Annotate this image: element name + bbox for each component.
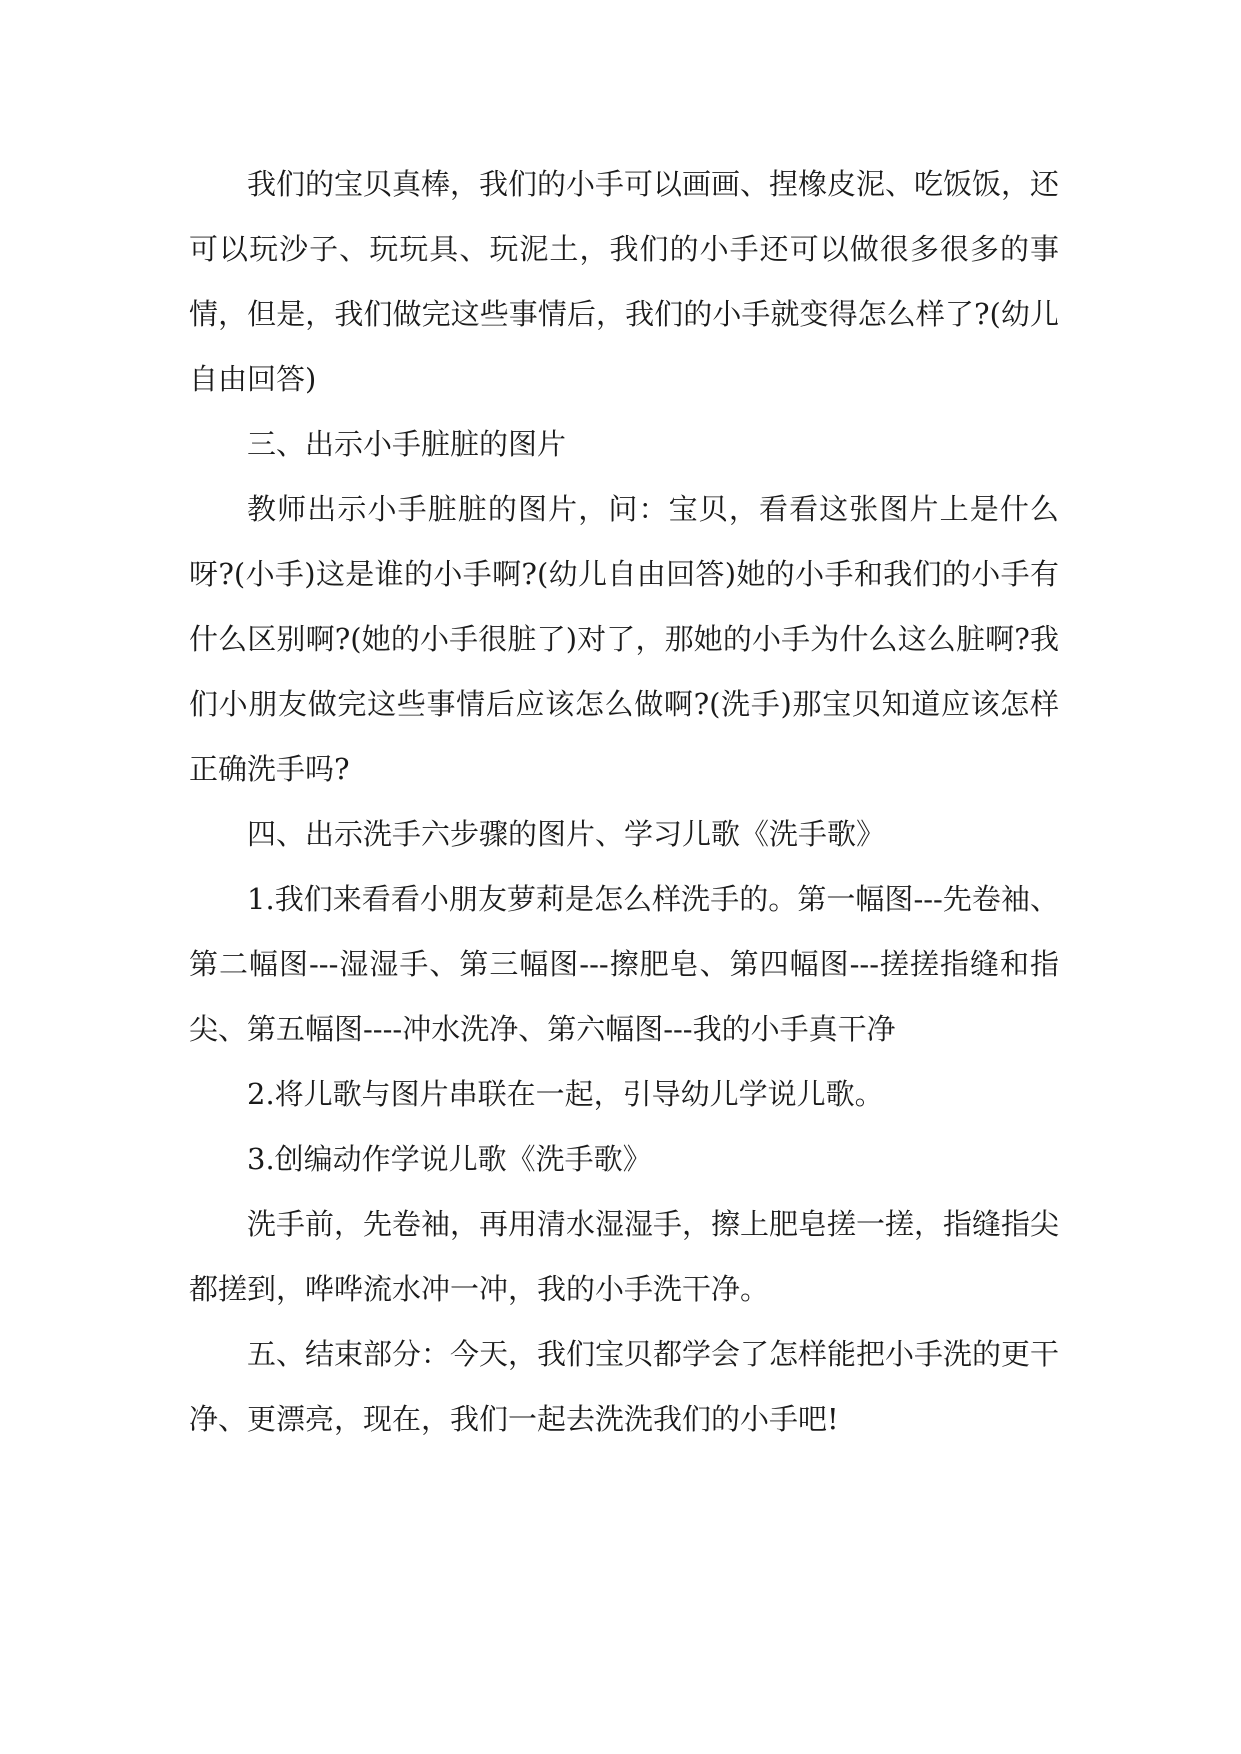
paragraph-intro: 我们的宝贝真棒，我们的小手可以画画、捏橡皮泥、吃饭饭，还可以玩沙子、玩玩具、玩泥土，我们的小手还可以做很多很多的事情，但是，我们做完这些事情后，我们的小手就变得怎么样了?(幼儿自由回答) (189, 167, 1060, 396)
section-heading-3: 三、出示小手脏脏的图片 (247, 427, 567, 461)
list-item-1: 1.我们来看看小朋友萝莉是怎么样洗手的。第一幅图---先卷袖、第二幅图---湿湿手、第三幅图---擦肥皂、第四幅图---搓搓指缝和指尖、第五幅图----冲水洗净、第六幅图---我的小手真干净 (189, 882, 1059, 1046)
section-heading-4: 四、出示洗手六步骤的图片、学习儿歌《洗手歌》 (247, 817, 886, 851)
paragraph-song-lyrics: 洗手前，先卷袖，再用清水湿湿手，擦上肥皂搓一搓，指缝指尖都搓到，哗哗流水冲一冲，我的小手洗干净。 (189, 1207, 1060, 1306)
list-item-2: 2.将儿歌与图片串联在一起，引导幼儿学说儿歌。 (247, 1077, 884, 1111)
document-body (189, 152, 1059, 1452)
paragraph-dirty-hands: 教师出示小手脏脏的图片，问：宝贝，看看这张图片上是什么呀?(小手)这是谁的小手啊?(幼儿自由回答)她的小手和我们的小手有什么区别啊?(她的小手很脏了)对了，那她的小手为什么这么脏啊?我们小朋友做完这些事情后应该怎么做啊?(洗手)那宝贝知道应该怎样正确洗手吗? (189, 492, 1059, 786)
list-item-3: 3.创编动作学说儿歌《洗手歌》 (247, 1142, 652, 1176)
section-heading-5: 五、结束部分：今天，我们宝贝都学会了怎样能把小手洗的更干净、更漂亮，现在，我们一起去洗洗我们的小手吧! (189, 1337, 1060, 1436)
